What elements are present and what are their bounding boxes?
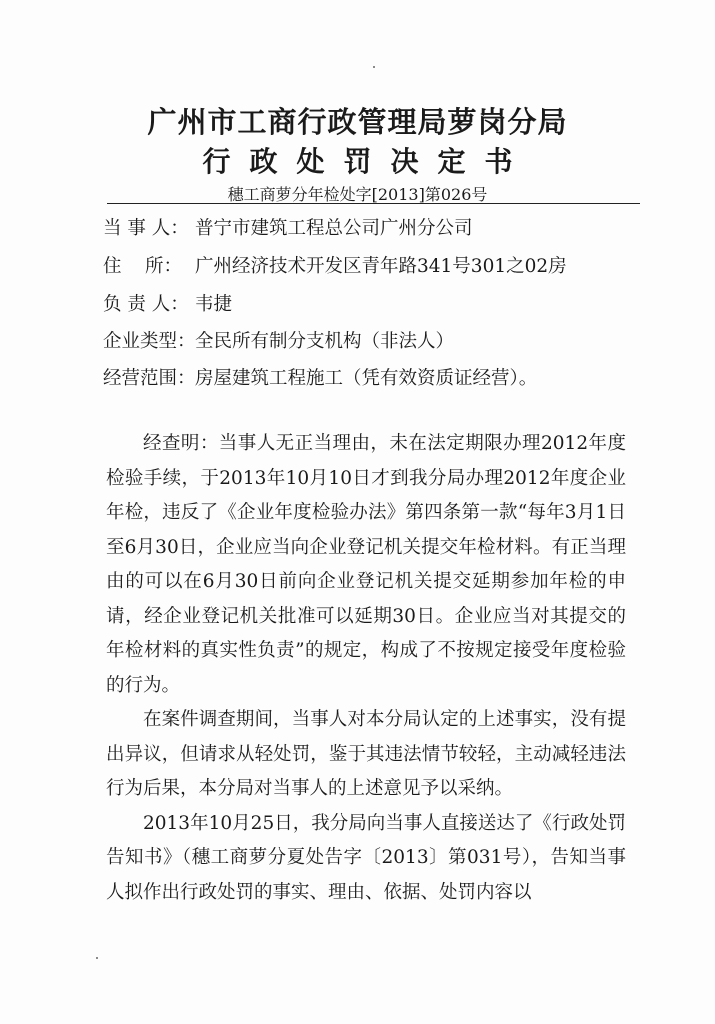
scan-speck (373, 66, 375, 68)
decision-body (106, 427, 626, 910)
party-head-value: 韦捷 (195, 294, 233, 315)
party-address-label: 住 所： (103, 256, 183, 277)
business-scope-value: 房屋建筑工程施工（凭有效资质证经营）。 (195, 368, 538, 389)
party-head-row (103, 290, 643, 316)
header-divider (107, 203, 640, 204)
enterprise-type-value: 全民所有制分支机构（非法人） (195, 331, 455, 352)
enterprise-type-label: 企业类型： (103, 331, 196, 352)
enterprise-type-row (103, 327, 643, 353)
party-name-value: 普宁市建筑工程总公司广州分公司 (195, 218, 473, 239)
party-address-value: 广州经济技术开发区青年路341号301之02房 (195, 256, 567, 277)
document-number: 穗工商萝分年检处字[2013]第026号 (227, 185, 488, 204)
party-head-label: 负 责 人： (103, 294, 189, 315)
party-name-label: 当 事 人： (103, 218, 189, 239)
issuing-authority-title: 广州市工商行政管理局萝岗分局 (147, 105, 568, 139)
notice-paragraph: 2013年10月25日，我分局向当事人直接送达了《行政处罚告知书》（穗工商萝分夏处告字〔2013〕第031号），告知当事人拟作出行政处罚的事实、理由、依据、处罚内容以 (106, 812, 626, 903)
scan-speck (96, 957, 98, 959)
party-address-row (103, 252, 643, 278)
business-scope-label: 经营范围： (103, 368, 196, 389)
party-name-row (103, 214, 643, 240)
document-type-title: 行政处罚决定书 (202, 145, 532, 178)
investigation-paragraph: 在案件调查期间，当事人对本分局认定的上述事实，没有提出异议，但请求从轻处罚，鉴于其违法情节较轻，主动减轻违法行为后果，本分局对当事人的上述意见予以采纳。 (106, 709, 626, 799)
findings-paragraph: 经查明：当事人无正当理由，未在法定期限办理2012年度检验手续，于2013年10月10日才到我分局办理2012年度企业年检，违反了《企业年度检验办法》第四条第一款“每年3月1日至6月30日，企业应当向企业登记机关提交年检材料。有正当理由的可以在6月30日前向企业登记机关提交延期参加年检的申请，经企业登记机关批准可以延期30日。企业应当对其提交的年检材料的真实性负责”的规定，构成了不按规定接受年度检验的行为。 (106, 433, 626, 696)
business-scope-row (103, 364, 643, 390)
